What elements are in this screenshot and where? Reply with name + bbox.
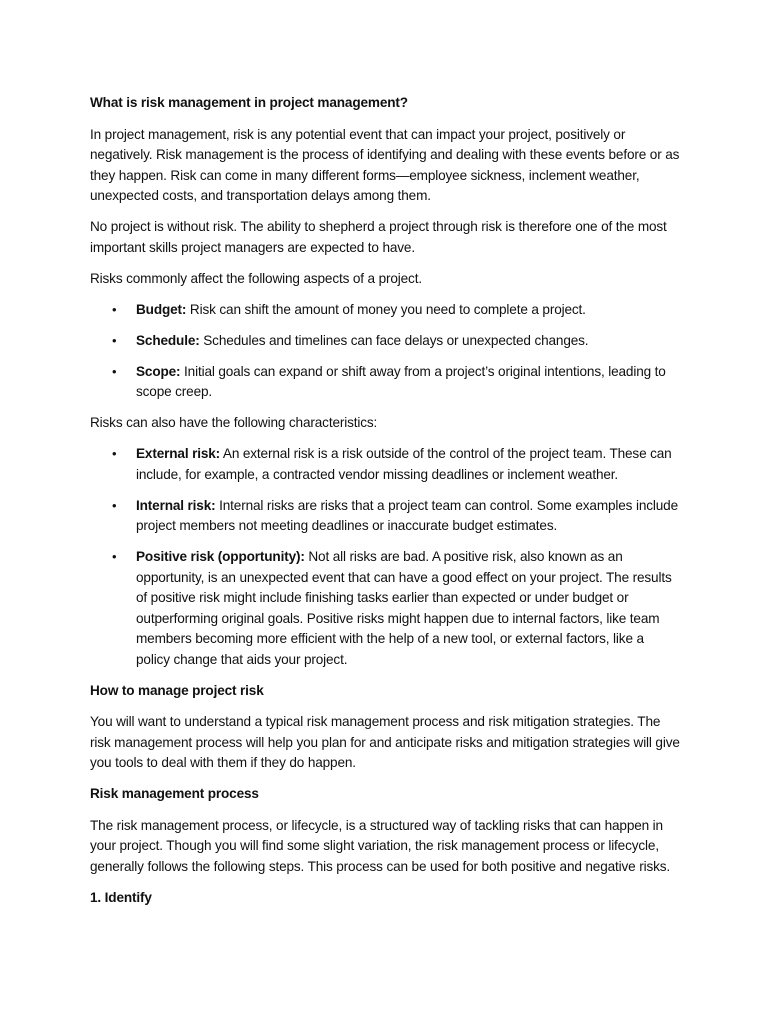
list-item-text: Risk can shift the amount of money you need to complete a project. [186, 301, 586, 317]
aspects-intro: Risks commonly affect the following aspects of a project. [90, 270, 422, 286]
process-paragraph: The risk management process, or lifecycle, is a structured way of tackling risks that can happen in your project. Though you will find some slight variation, the risk management process or lifecycle, generally follows the following steps. This process can be used for both positive and negative risks. [90, 817, 671, 874]
aspects-list [90, 300, 680, 403]
document-page [90, 93, 680, 919]
bullet-icon: • [112, 332, 117, 348]
list-item-term: Internal risk: [136, 497, 216, 513]
section-heading-process: Risk management process [90, 786, 259, 801]
characteristics-list [90, 444, 680, 670]
bullet-icon: • [112, 549, 117, 564]
section-heading-manage: How to manage project risk [90, 682, 264, 698]
bullet-icon: • [112, 301, 117, 317]
bullet-icon: • [112, 446, 117, 461]
step-heading-identify: 1. Identify [90, 889, 152, 905]
list-item-text: Initial goals can expand or shift away from a project’s original intentions, leading to scope creep. [136, 363, 666, 399]
characteristics-intro: Risks can also have the following characteristics: [90, 415, 378, 430]
list-item-term: Schedule: [136, 332, 200, 348]
no-project-paragraph: No project is without risk. The ability to shepherd a project through risk is therefore one of the most important skills project managers are expected to have. [90, 219, 667, 255]
list-item-term: Positive risk (opportunity): [136, 549, 305, 564]
list-item [90, 496, 680, 537]
list-item [90, 547, 680, 670]
list-item [90, 444, 680, 485]
list-item [90, 300, 680, 321]
list-item-text: Internal risks are risks that a project team can control. Some examples include project members not meeting deadlines or inaccurate budget estimates. [136, 497, 678, 533]
page-title: What is risk management in project management? [90, 95, 408, 110]
list-item-term: Scope: [136, 363, 181, 379]
list-item [90, 362, 680, 403]
list-item-text: An external risk is a risk outside of the control of the project team. These can include, for example, a contracted vendor missing deadlines or inclement weather. [136, 446, 672, 482]
list-item-term: Budget: [136, 301, 187, 317]
manage-paragraph: You will want to understand a typical risk management process and risk mitigation strategies. The risk management process will help you plan for and anticipate risks and mitigation strategies will give you tools to deal with them if they do happen. [90, 714, 680, 770]
list-item-text: Schedules and timelines can face delays or unexpected changes. [199, 332, 589, 348]
list-item-text: Not all risks are bad. A positive risk, also known as an opportunity, is an unexpected event that can have a good effect on your project. The results of positive risk might include finishing tasks earlier than expected or under budget or outperforming original goals. Positive risks might happen due to internal factors, like team members becoming more efficient with the help of a new tool, or external factors, like a policy change that aids your project. [136, 549, 672, 667]
intro-paragraph: In project management, risk is any potential event that can impact your project, positively or negatively. Risk management is the process of identifying and dealing with these events before or as they happen. Risk can come in many different forms—employee sickness, inclement weather, unexpected costs, and transportation delays among them. [90, 126, 680, 203]
list-item-term: External risk: [136, 446, 221, 461]
bullet-icon: • [112, 497, 117, 513]
list-item [90, 331, 680, 352]
bullet-icon: • [112, 363, 117, 379]
